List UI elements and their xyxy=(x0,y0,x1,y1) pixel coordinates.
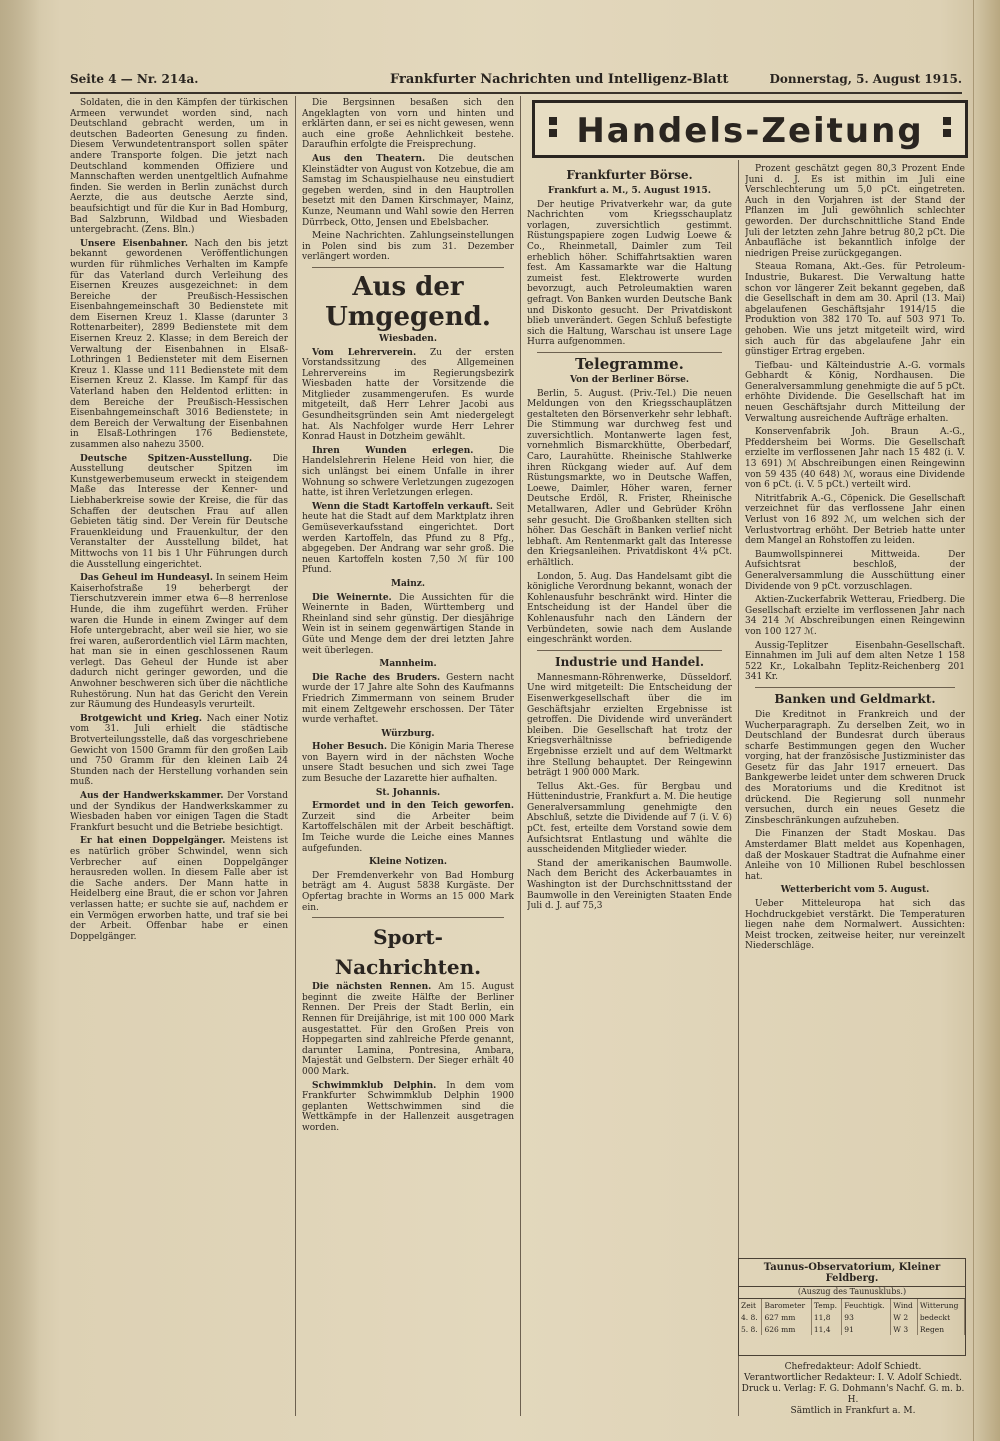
table-header-cell: Witterung xyxy=(917,1299,964,1311)
column-rule xyxy=(295,96,296,1416)
article-title: Die nächsten Rennen. xyxy=(312,982,432,993)
article-subheading: Wetterbericht vom 5. August. xyxy=(780,885,930,896)
article-paragraph: Berlin, 5. August. (Priv.-Tel.) Die neuen Meldungen von den Kriegsschauplätzen gestalteten den Börsenverkehr sehr lebhaft. Die Stimmung war durchweg fest und zuversichtlich. Montanwerte lagen fest, vornehmlich Bismarckhütte, Oberbedarf, Caro, Laurahütte. Rheinische Stahlwerke ihren Rückgang wieder auf. Auf dem Rüstungsmarkte, wo in Deutsche Waffen, Loewe, Daimler, Höher waren, ferner Deutsche Erdöl, R. Frister, Rheinische Metallwaren, Adler und Gebrüder Kröhn sehr gesucht. Die Großbanken stellten sich höher. Das Geschäft in Banken verlief nicht lebhaft. Am Rentenmarkt galt das Interesse den Kriegsanleihen. Privatdiskont 4¼ pCt. erhältlich. xyxy=(527,388,732,568)
article-paragraph: Der Fremdenverkehr von Bad Homburg beträgt am 4. August 5838 Kurgäste. Der Opfertag brachte in Worms an 15 000 Mark ein. xyxy=(302,870,514,913)
section-divider xyxy=(312,267,504,268)
table-subtitle: (Auszug des Taunusklubs.) xyxy=(739,1287,965,1299)
page-edge xyxy=(973,0,1000,1441)
article-headline: Telegramme. xyxy=(575,354,684,373)
article-title: Die Weinernte. xyxy=(312,592,392,603)
article-paragraph: Nitritfabrik A.-G., Cöpenick. Die Gesellschaft verzeichnet für das verflossene Jahr einen Verlust von 16 892 ℳ, um welchen sich der Verlustvortrag erhöht. Der Betrieb hatte unter dem Mangel an Rohstoffen zu leiden. xyxy=(745,493,965,547)
article-paragraph xyxy=(302,673,514,726)
table-header-cell: Feuchtigk. xyxy=(842,1299,891,1311)
imprint-line: Sämtlich in Frankfurt a. M. xyxy=(790,1406,916,1416)
article-paragraph xyxy=(70,454,288,571)
handels-zeitung-masthead xyxy=(532,100,968,158)
article-paragraph xyxy=(302,801,514,854)
table-cell: 5. 8. xyxy=(739,1323,762,1335)
article-paragraph: Konservenfabrik Joh. Braun A.-G., Pfeddersheim bei Worms. Die Gesellschaft erzielte im verflossenen Jahr nach 15 482 (i. V. 13 691) ℳ Abschreibungen einen Reingewinn von 59 435 (40 648) ℳ, woraus eine Dividende von 6 pCt. (i. V. 5 pCt.) verteilt wird. xyxy=(745,427,965,491)
article-title: Deutsche Spitzen-Ausstellung. xyxy=(80,453,253,464)
article-paragraph: Baumwollspinnerei Mittweida. Der Aufsichtsrat beschloß, der Generalversammlung die Ausschüttung einer Dividende von 9 pCt. vorzuschlagen. xyxy=(745,549,965,592)
article-paragraph xyxy=(302,446,514,499)
article-paragraph: Stand der amerikanischen Baumwolle. Nach dem Bericht des Ackerbauamtes in Washington ist der Durchschnittsstand der Baumwolle in den Vereinigten Staaten Ende Juli d. J. auf 75,3 xyxy=(527,858,732,912)
section-divider xyxy=(312,917,504,918)
table-header-row xyxy=(739,1299,965,1311)
article-paragraph xyxy=(302,593,514,657)
section-divider xyxy=(537,352,722,353)
article-paragraph: Tiefbau- und Kälteindustrie A.-G. vormals Gebhardt & König, Nordhausen. Die Generalversammlung genehmigte die auf 5 pCt. erhöhte Dividende. Die Gesellschaft hat im neuen Geschäftsjahr durch Mitteilung der Verwaltung ausreichende Aufträge erhalten. xyxy=(745,360,965,424)
article-title: Ihren Wunden erlegen. xyxy=(312,445,474,456)
article-paragraph: London, 5. Aug. Das Handelsamt gibt die königliche Verordnung bekannt, wonach der Kohlenausfuhr beschränkt wird. Hinter die Entscheidung ist der Handel über die Kohlenausfuhr nach den Ländern der Verbündeten, sowie nach dem Auslande eingeschränkt worden. xyxy=(527,571,732,646)
article-text: Nach den bis jetzt bekannt gewordenen Veröffentlichungen wurden für rühmliches Verhalten im Kampfe für das Vaterland durch Verleihung des Eisernen Kreuzes ausgezeichnet: in dem Bereiche der Preußisch-Hessischen Eisenbahngemeinschaft 30 Bedienstete mit dem Eisernen Kreuz 1. Klasse (darunter 3 Rottenarbeiter), 2899 Bedienstete mit dem Eisernen Kreuz 2. Klasse; in dem Bereich der Verwaltung der Eisenbahnen in Elsaß-Lothringen 1 Bediensteter mit dem Eisernen Kreuz 1. Klasse und 111 Bedienstete mit dem Eisernen Kreuz 2. Klasse. Im Kampf für das Vaterland haben den Heldentod erlitten: in dem Bereiche der Preußisch-Hessischen Eisenbahngemeinschaft 3016 Bedienstete; in dem Bereich der Verwaltung der Eisenbahnen in Elsaß-Lothringen 176 Bedienstete, zusammen also nahezu 3500. xyxy=(70,238,288,450)
article-title: Die Rache des Bruders. xyxy=(312,672,441,683)
article-paragraph xyxy=(302,502,514,576)
article-paragraph: Die Kreditnot in Frankreich und der Wucherparagraph. Zu derselben Zeit, wo in Deutschland der Bundesrat durch überaus scharfe Bestimmungen gegen den Wucher vorging, hat der französische Justizminister das Gesetz für das Jahr 1917 erneuert. Das Bankgewerbe leidet unter dem schweren Druck des Moratoriums und die Kreditnot ist drückend. Die Regierung soll nunmehr versuchen, durch ein neues Gesetz die Zinsbeschränkungen aufzuheben. xyxy=(745,709,965,826)
article-headline: Banken und Geldmarkt. xyxy=(774,691,936,706)
article-paragraph xyxy=(70,791,288,833)
table-title: Taunus-Observatorium, Kleiner Feldberg. xyxy=(739,1259,965,1287)
column-rule xyxy=(738,160,739,1416)
section-divider xyxy=(537,650,722,651)
column-2 xyxy=(302,98,514,1416)
observatory-table xyxy=(738,1258,966,1356)
article-text: Seit heute hat die Stadt auf dem Marktplatz ihren Gemüseverkaufsstand eingerichtet. Dort werden Kartoffeln, das Pfund zu 8 Pfg., abgegeben. Der Andrang war sehr groß. Die neuen Kartoffeln kosten 7,50 ℳ für 100 Pfund. xyxy=(302,501,514,576)
table-header-cell: Zeit xyxy=(739,1299,762,1311)
table-cell: 11,4 xyxy=(811,1323,841,1335)
newspaper-name: Frankfurter Nachrichten und Intelligenz-Blatt xyxy=(390,72,729,87)
header-rule xyxy=(70,92,962,94)
city-heading: St. Johannis. xyxy=(375,787,441,798)
article-paragraph: Die Finanzen der Stadt Moskau. Das Amsterdamer Blatt meldet aus Kopenhagen, daß der Moskauer Stadtrat die Aufnahme einer Anleihe von 10 Millionen Rubel beschlossen hat. xyxy=(745,829,965,882)
article-paragraph: Der heutige Privatverkehr war, da gute Nachrichten vom Kriegsschauplatz vorlagen, zuversichtlich gestimmt. Rüstungspapiere zogen Ludwig Loewe & Co., Rheinmetall, Daimler zum Teil erheblich höher. Schiffahrtsaktien waren fest. Am Kassamarkte war die Haltung zumeist fest. Elektrowerte wurden bevorzugt, auch Petroleumaktien waren gefragt. Von Banken wurden Deutsche Bank und Diskonto gesucht. Der Privatdiskont blieb unverändert. Gegen Schluß befestigte sich die Haltung, Warschau ist unsere Lage Hurra aufgenommen. xyxy=(527,199,732,348)
article-paragraph xyxy=(70,714,288,788)
article-title: Das Geheul im Hundeasyl. xyxy=(80,573,213,584)
article-title: Aus den Theatern. xyxy=(312,153,426,164)
imprint-line: Chefredakteur: Adolf Schiedt. xyxy=(784,1362,922,1372)
article-paragraph xyxy=(302,982,514,1077)
article-text: Zurzeit sind die Arbeiter beim Kartoffelschälen mit der Arbeit beschäftigt. Im Teiche wurde die Leiche eines Mannes aufgefunden. xyxy=(302,811,514,854)
imprint-line: Druck u. Verlag: F. G. Dohmann's Nachf. G. m. b. H. xyxy=(741,1384,965,1405)
article-paragraph: Aktien-Zuckerfabrik Wetterau, Friedberg. Die Gesellschaft erzielte im verflossenen Jahr nach 34 214 ℳ Abschreibungen einen Reingewinn von 100 127 ℳ. xyxy=(745,595,965,637)
table-cell: 93 xyxy=(842,1311,891,1323)
article-paragraph: Mannesmann-Röhrenwerke, Düsseldorf. Une wird mitgeteilt: Die Entscheidung der Eisenwerkgesellschaft über die im Geschäftsjahr erzielten Ergebnisse ist getroffen. Die Dividende wird unverändert bleiben. Die Gesellschaft hat trotz der Kriegsverhältnisse befriedigende Ergebnisse erzielt und auf dem Weltmarkt ihre Stellung behauptet. Der Reingewinn beträgt 1 900 000 Mark. xyxy=(527,672,732,779)
article-text: Die Handelslehrerin Helene Heid von hier, die sich unlängst bei einem Unfalle in ihrer Wohnung so schwere Verletzungen zugezogen hatte, ist ihren Verletzungen erlegen. xyxy=(302,445,514,499)
city-heading: Wiesbaden. xyxy=(379,333,437,344)
article-subheading: Von der Berliner Börse. xyxy=(569,374,690,385)
table-header-cell: Barometer xyxy=(762,1299,811,1311)
article-paragraph: Soldaten, die in den Kämpfen der türkischen Armeen verwundet worden sind, nach Deutschland gebracht werden, um in deutschen Badeorten Genesung zu finden. Diesem Verwundetentransport sollen später andere Transporte folgen. Die jetzt nach Deutschland kommenden Offiziere und Mannschaften werden unentgeltlich Aufnahme finden. Sie werden in Berlin zunächst durch Aerzte, die aus deutsche Aerzte sind, beaufsichtigt und für die Kur in Bad Homburg, Bad Salzbrunn, Wildbad und Wiesbaden untergebracht. (Zens. Bln.) xyxy=(70,98,288,236)
table-cell: 626 mm xyxy=(762,1323,811,1335)
article-paragraph xyxy=(70,836,288,942)
table-cell: W 2 xyxy=(891,1311,918,1323)
table-cell: W 3 xyxy=(891,1323,918,1335)
article-paragraph xyxy=(302,742,514,784)
imprint-line: Verantwortlicher Redakteur: I. V. Adolf Schiedt. xyxy=(744,1373,962,1383)
city-heading: Mannheim. xyxy=(379,659,437,670)
column-rule xyxy=(520,96,521,1416)
masthead-title: Handels-Zeitung xyxy=(576,111,924,151)
article-text: Die Königin Maria Therese von Bayern wird in der nächsten Woche unsere Stadt besuchen und sich zwei Tage zum Besuche der Lazarette hier aufhalten. xyxy=(302,742,514,785)
article-text: Meistens ist es natürlich gröber Schwindel, wenn sich Verbrecher auf einen Doppelgänger herausreden wollen. In diesem Falle aber ist die Sache anders. Der Mann hatte in Heidelberg eine Braut, die er schon vor Jahren verlassen hatte; er suchte sie auf, nachdem er ein Vermögen erworben hatte, und traf sie bei der Arbeit. Offenbar habe er einen Doppelgänger. xyxy=(70,836,288,942)
table-row xyxy=(739,1323,965,1335)
article-text: Nach einer Notiz vom 31. Juli erhielt die städtische Brotverteilungsstelle, daß das vorgeschriebene Gewicht von 1500 Gramm für den großen Laib und 750 Gramm für den kleinen Laib 24 Stunden nach der Herstellung vorhanden sein muß. xyxy=(70,713,288,788)
article-text: In dem vom Frankfurter Schwimmklub Delphin 1900 geplanten Wettschwimmen sind die Wettkämpfe in der Hallenzeit ausgetragen worden. xyxy=(302,1080,514,1133)
page-header xyxy=(70,66,962,90)
binding-shadow xyxy=(0,0,40,1441)
section-headline: Sport-Nachrichten. xyxy=(334,925,482,980)
article-paragraph xyxy=(302,1081,514,1134)
article-headline: Frankfurter Börse. xyxy=(566,168,693,182)
column-4 xyxy=(745,164,965,1254)
column-1 xyxy=(70,98,288,1416)
article-paragraph: Prozent geschätzt gegen 80,3 Prozent Ende Juni d. J. Es ist mithin im Juli eine Verschlechterung um 5,0 pCt. eingetreten. Auch in den Vorjahren ist der Stand der Pflanzen im Juli gewöhnlich schlechter geworden. Der durchschnittliche Stand Ende Juli der letzten zehn Jahre betrug 80,2 pCt. Die Anbaufläche ist bekanntlich infolge der niedrigen Preise zurückgegangen. xyxy=(745,164,965,259)
article-paragraph: Aussig-Teplitzer Eisenbahn-Gesellschaft. Einnahmen im Juli auf dem alten Netze 1 158 522 Kr., Lokalbahn Teplitz-Reichenberg 201 341 Kr. xyxy=(745,640,965,683)
imprint xyxy=(740,1362,966,1417)
issue-date: Donnerstag, 5. August 1915. xyxy=(769,72,962,86)
table-header-cell: Temp. xyxy=(811,1299,841,1311)
article-title: Hoher Besuch. xyxy=(312,742,388,753)
article-paragraph xyxy=(70,573,288,711)
table-cell: 91 xyxy=(842,1323,891,1335)
article-title: Schwimmklub Delphin. xyxy=(312,1080,437,1091)
article-paragraph: Steaua Romana, Akt.-Ges. für Petroleum-Industrie, Bukarest. Die Verwaltung hatte schon vor längerer Zeit bekannt gegeben, daß die Gesellschaft in dem am 30. April (13. Mai) abgelaufenen Geschäftsjahr 1914/15 die Produktion von 382 170 To. auf 503 971 To. gehoben. Wie uns jetzt mitgeteilt wird, wird sich auch für das abgelaufene Jahr ein günstiger Ertrag ergeben. xyxy=(745,262,965,358)
ornament-icon xyxy=(941,115,953,141)
article-title: Unsere Eisenbahner. xyxy=(80,238,188,249)
article-text: Am 15. August beginnt die zweite Hälfte der Berliner Rennen. Der Preis der Stadt Berlin, ein Rennen für Dreijährige, ist mit 100 000 Mark ausgestattet. Für den Großen Preis von Hoppegarten sind zahlreiche Pferde genannt, darunter Lamina, Pontresina, Ambara, Majestät und Gelbstern. Der Sieger erhält 40 000 Mark. xyxy=(302,982,514,1077)
table-cell: 4. 8. xyxy=(739,1311,762,1323)
section-headline: Aus der Umgegend. xyxy=(325,271,491,332)
article-text: Zu der ersten Vorstandssitzung des Allgemeinen Lehrervereins im Regierungsbezirk Wiesbaden hatte der Vorsitzende die Mitglieder zusammengerufen. Es wurde mitgeteilt, daß Herr Lehrer Jacobi aus Gesundheitsgründen sein Amt niedergelegt hat. Als Nachfolger wurde Herr Lehrer Konrad Haust in Dotzheim gewählt. xyxy=(302,347,514,443)
article-paragraph xyxy=(302,154,514,228)
article-text: Die deutschen Kleinstädter von August von Kotzebue, die am Samstag im Schauspielhause neu einstudiert gegeben werden, sind in den Hauptrollen besetzt mit den Damen Kirschmayer, Mainz, Kunze, Neumann und Wahl sowie den Herren Dürrbeck, Otto, Jensen und Ebelsbacher. xyxy=(302,153,514,228)
table-row xyxy=(739,1311,965,1323)
article-text: Der Vorstand und der Syndikus der Handwerkskammer zu Wiesbaden haben vor einigen Tagen die Stadt Frankfurt besucht und die Betriebe besichtigt. xyxy=(70,791,288,833)
article-paragraph: Meine Nachrichten. Zahlungseinstellungen in Polen sind bis zum 31. Dezember verlängert worden. xyxy=(302,231,514,263)
article-title: Aus der Handwerkskammer. xyxy=(80,791,224,801)
table-cell: Regen xyxy=(917,1323,964,1335)
city-heading: Mainz. xyxy=(390,578,425,589)
dateline: Frankfurt a. M., 5. August 1915. xyxy=(548,186,711,196)
article-title: Vom Lehrerverein. xyxy=(312,347,417,358)
table-cell: 11,8 xyxy=(811,1311,841,1323)
section-divider xyxy=(755,687,955,688)
article-text: Gestern nacht wurde der 17 Jahre alte Sohn des Kaufmanns Friedrich Zimmermann von seinem Bruder mit einem Zeltgewehr erschossen. Der Täter wurde verhaftet. xyxy=(302,672,514,726)
article-paragraph: Tellus Akt.-Ges. für Bergbau und Hüttenindustrie, Frankfurt a. M. Die heutige Generalversammlung genehmigte den Abschluß, setzte die Dividende auf 7 (i. V. 6) pCt. fest, erteilte dem Vorstand sowie dem Aufsichtsrat Entlastung und wählte die ausscheidenden Mitglieder wieder. xyxy=(527,781,732,856)
article-title: Brotgewicht und Krieg. xyxy=(80,713,203,724)
table-cell: bedeckt xyxy=(917,1311,964,1323)
city-heading: Würzburg. xyxy=(381,728,435,739)
article-title: Er hat einen Doppelgänger. xyxy=(80,836,226,847)
article-title: Wenn die Stadt Kartoffeln verkauft. xyxy=(312,501,493,512)
article-title: Ermordet und in den Teich geworfen. xyxy=(312,801,514,812)
article-headline: Industrie und Handel. xyxy=(554,654,705,669)
article-text: In seinem Heim Kaiserhofstraße 19 beherbergt der Tierschutzverein immer etwa 6—8 herrenlose Hunde, die ihm zugeführt werden. Früher waren die Hunde in einem Zwinger auf dem Hofe untergebracht, aber weil sie hier, wo sie frei waren, außerordentlich viel Lärm machten, hat man sie in einen geschlossenen Raum verlegt. Das Geheul der Hunde ist aber dadurch nicht geringer geworden, und die Anwohner beschweren sich über die nächtliche Ruhestörung. Nun hat das Gericht den Verein zur Räumung des Hundeasyls verurteilt. xyxy=(70,573,288,711)
article-text: Die Ausstellung deutscher Spitzen im Kunstgewerbemuseum erweckt in steigendem Maße das Interesse der Kenner- und Liebhaberkreise sowie der Kreise, die für das Schaffen der deutschen Frau auf allen Gebieten tätig sind. Der Verein für Deutsche Frauenkleidung und Frauenkultur, der den Veranstalter der Ausstellung bildet, hat Mittwochs von 11 bis 1 Uhr Führungen durch die Ausstellung eingerichtet. xyxy=(70,453,288,570)
table-cell: 627 mm xyxy=(762,1311,811,1323)
article-paragraph xyxy=(302,348,514,443)
weather-table xyxy=(739,1299,965,1335)
article-paragraph xyxy=(70,239,288,451)
article-text: Die Aussichten für die Weinernte in Baden, Württemberg und Rheinland sind sehr günstig. Der diesjährige Wein ist in seinem gegenwärtigen Stande in Güte und Menge dem der drei letzten Jahre weit überlegen. xyxy=(302,592,514,656)
city-heading: Kleine Notizen. xyxy=(368,857,448,868)
table-header-cell: Wind xyxy=(891,1299,918,1311)
column-3 xyxy=(527,164,732,1416)
article-paragraph: Ueber Mitteleuropa hat sich das Hochdruckgebiet verstärkt. Die Temperaturen liegen nahe dem Normalwert. Aussichten: Meist trocken, zeitweise heiter, nur vereinzelt Niederschläge. xyxy=(745,899,965,952)
page-number: Seite 4 — Nr. 214a. xyxy=(70,72,199,86)
article-paragraph: Die Bergsinnen besaßen sich den Angeklagten von vorn und hinten und erklärten dann, er sei es nicht gewesen, wenn auch eine große Aehnlichkeit bestehe. Daraufhin erfolgte die Freisprechung. xyxy=(302,98,514,151)
